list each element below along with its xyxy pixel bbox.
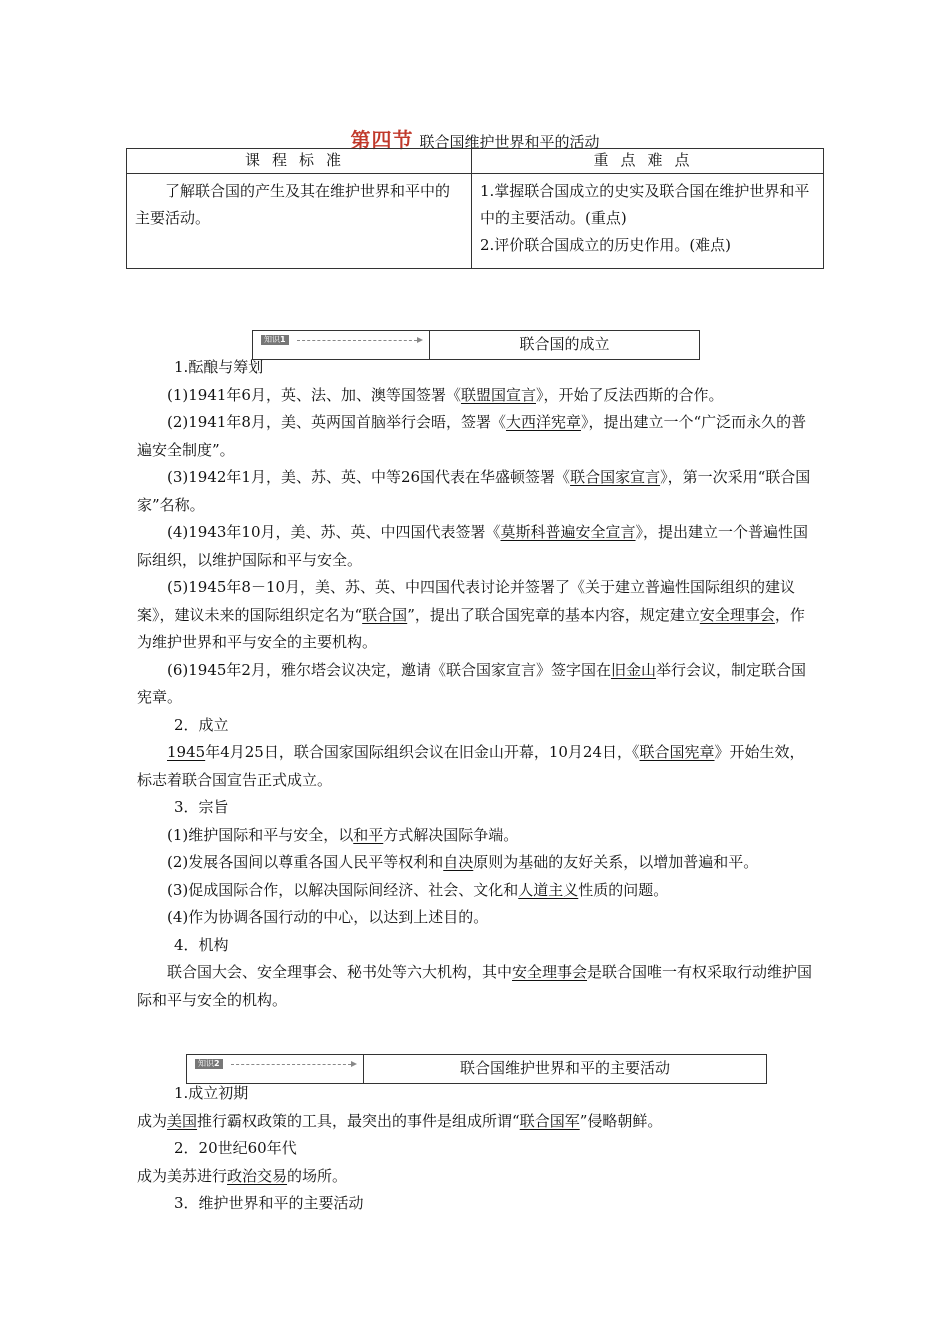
para-1943: (4)1943年10月，美、苏、英、中四国代表签署《莫斯科普遍安全宣言》，提出建立一个普遍性国际组织，以维护国际和平与安全。: [137, 523, 809, 569]
para-1945-aug-oct: (5)1945年8－10月，美、苏、英、中四国代表讨论并签署了《关于建立普遍性国际组织的建议案》，建议未来的国际组织定名为“联合国”，提出了联合国宪章的基本内容，规定建立安全理事会，作为维护世界和平与安全的主要机构。: [137, 578, 805, 651]
knowledge-tag-2: 知识2: [195, 1059, 223, 1069]
arrowhead-icon: [417, 337, 423, 343]
para-1941-aug: (2)1941年8月，美、英两国首脑举行会晤，签署《大西洋宪章》，提出建立一个“广泛而永久的普遍安全制度”。: [137, 413, 807, 459]
header-keypoints: 重点难点: [472, 149, 824, 174]
para-founding: 1945年4月25日，联合国家国际组织会议在旧金山开幕，10月24日，《联合国宪章》开始生效，标志着联合国宣告正式成立。: [137, 743, 805, 789]
heading-brewing: 1.酝酿与筹划: [174, 358, 264, 376]
heading-activities: 3．维护世界和平的主要活动: [174, 1194, 364, 1212]
arrow-icon: [297, 340, 417, 341]
keypoint-1: 1.掌握联合国成立的史实及联合国在维护世界和平中的主要活动。(重点): [480, 182, 810, 227]
section-number: 第四节: [350, 128, 414, 152]
purpose-3: (3)促成国际合作，以解决国际间经济、社会、文化和人道主义性质的问题。: [167, 880, 669, 899]
heading-organs: 4．机构: [174, 935, 229, 954]
para-1941-june: (1)1941年6月，英、法、加、澳等国签署《联盟国宣言》，开始了反法西斯的合作。: [167, 385, 724, 404]
para-1942: (3)1942年1月，美、苏、英、中等26国代表在华盛顿签署《联合国家宣言》，第一次采用“联合国家”名称。: [137, 468, 811, 514]
para-1945-feb: (6)1945年2月，雅尔塔会议决定，邀请《联合国家宣言》签字国在旧金山举行会议，制定联合国宪章。: [137, 660, 806, 706]
heading-purpose: 3．宗旨: [174, 798, 229, 816]
keypoints-cell: [472, 174, 824, 269]
curriculum-cell: 了解联合国的产生及其在维护世界和平中的主要活动。: [127, 174, 472, 269]
knowledge-title-2: 联合国维护世界和平的主要活动: [459, 1059, 670, 1077]
arrowhead-icon: [351, 1061, 357, 1067]
para-1960s: 成为美苏进行政治交易的场所。: [137, 1166, 348, 1185]
heading-1960s: 2．20世纪60年代: [174, 1139, 297, 1157]
section-1-content: [137, 354, 817, 1014]
heading-founding: 2．成立: [174, 715, 229, 734]
standards-table: [126, 148, 824, 269]
arrow-icon: [231, 1064, 351, 1065]
para-early: 成为美国推行霸权政策的工具，最突出的事件是组成所谓“联合国军”侵略朝鲜。: [137, 1111, 663, 1130]
para-organs: 联合国大会、安全理事会、秘书处等六大机构，其中安全理事会是联合国唯一有权采取行动维护国际和平与安全的机构。: [137, 963, 813, 1009]
heading-early: 1.成立初期: [174, 1084, 249, 1102]
purpose-4: (4)作为协调各国行动的中心，以达到上述目的。: [167, 908, 489, 926]
purpose-2: (2)发展各国间以尊重各国人民平等权利和自决原则为基础的友好关系，以增加普遍和平。: [167, 853, 759, 871]
keypoint-2: 2.评价联合国成立的历史作用。(难点): [480, 236, 732, 254]
knowledge-tag-1: 知识1: [261, 335, 289, 345]
purpose-1: (1)维护国际和平与安全，以和平方式解决国际争端。: [167, 825, 519, 844]
knowledge-title-1: 联合国的成立: [519, 335, 610, 353]
section-2-content: [137, 1080, 817, 1218]
section-name: 联合国维护世界和平的活动: [419, 133, 600, 151]
header-curriculum: 课程标准: [127, 149, 472, 174]
